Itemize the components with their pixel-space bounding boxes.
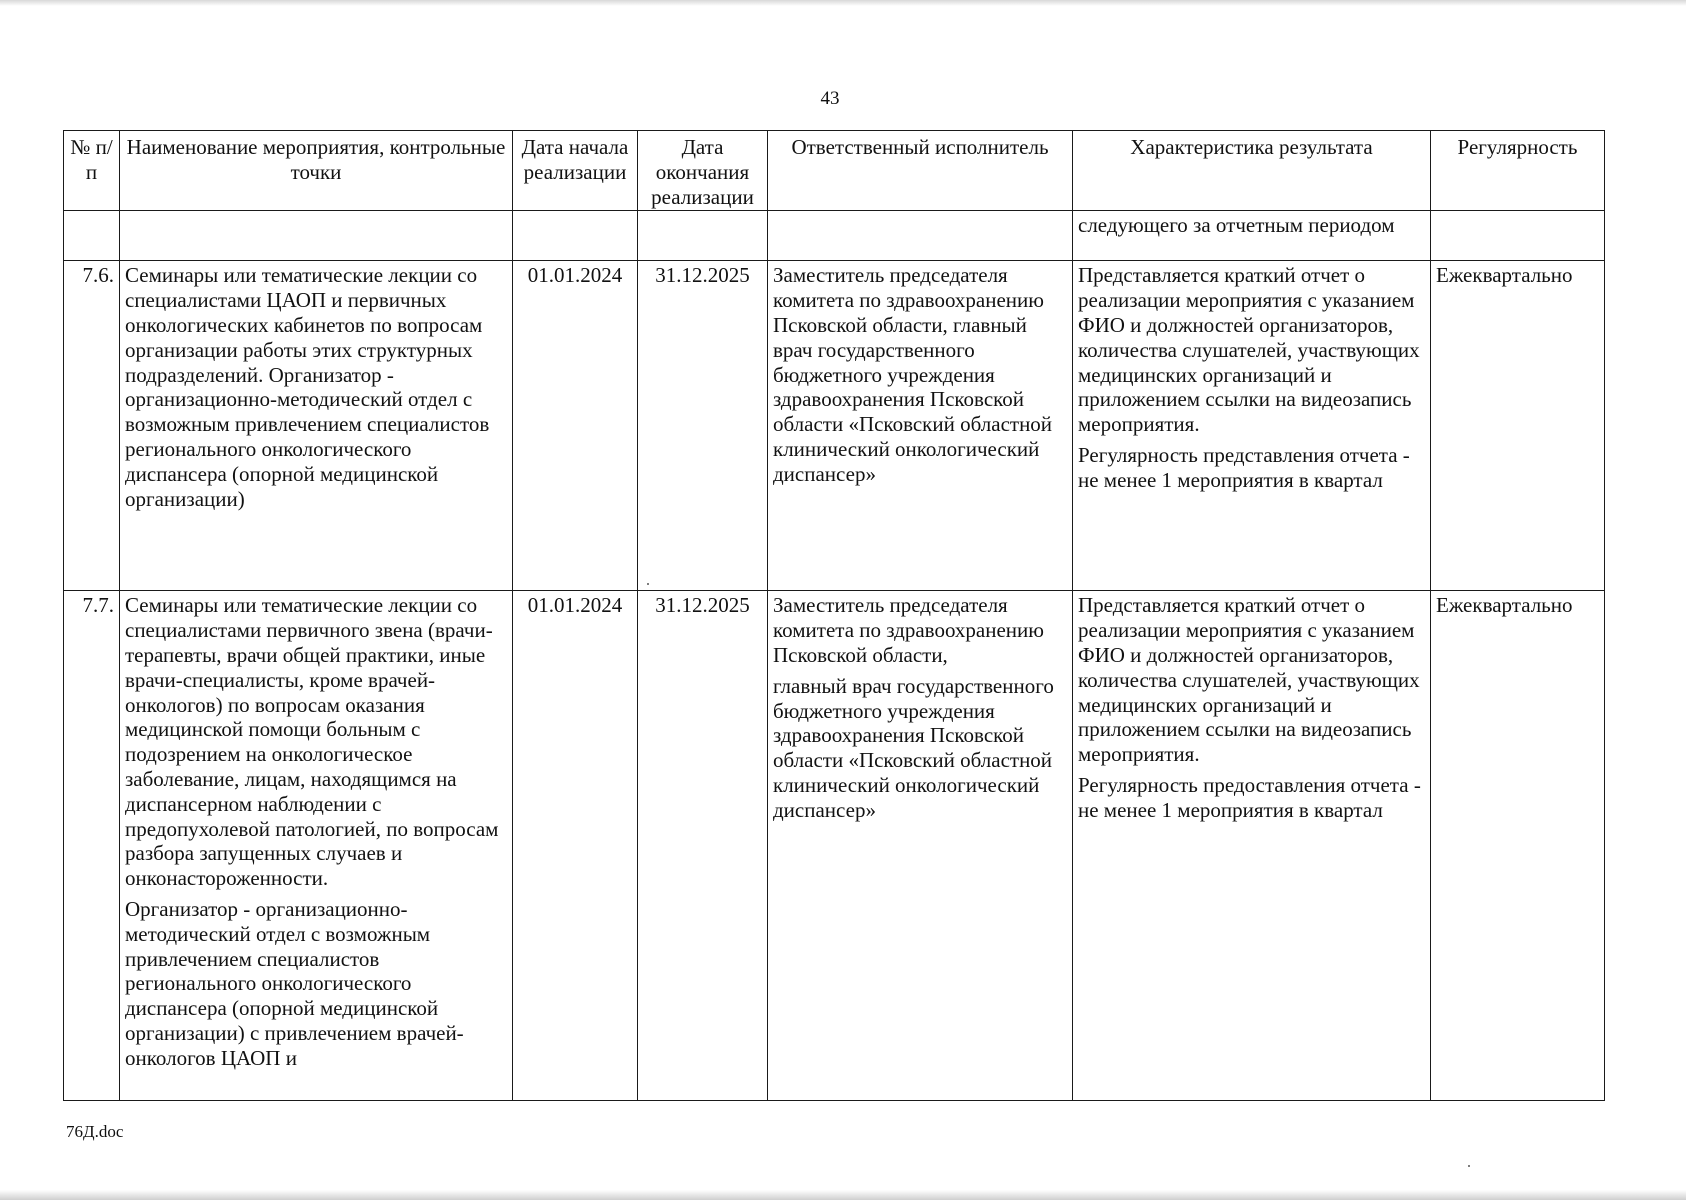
header-start-date: Дата начала реализации (513, 131, 638, 211)
cell-num: 7.7. (64, 591, 120, 1101)
cell-name-text: Семинары или тематические лекции со специалистами ЦАОП и первичных онкологических кабинетов по вопросам организации работы этих структурных подразделений. Организатор - организационно-методический отдел с возможным привлечением специалистов регионального онкологического диспансера (опорной медицинской организации) (125, 263, 490, 511)
scan-speck (1468, 1165, 1470, 1167)
cell-name (120, 261, 513, 591)
cell-regularity: Ежеквартально (1431, 591, 1605, 1101)
table-row (64, 261, 1605, 591)
footer-file-ref: 76Д.doc (66, 1122, 124, 1141)
cell-name (120, 591, 513, 1101)
page-number: 43 (820, 88, 840, 109)
cell-regularity: Ежеквартально (1431, 261, 1605, 591)
cell-executor-text: Заместитель председателя комитета по здравоохранению Псковской области, главный врач государственного бюджетного учреждения здравоохранения Псковской области «Псковский областной клинический онкологический диспансер» (773, 263, 1053, 486)
cell-empty (513, 211, 638, 261)
cell-empty (768, 211, 1073, 261)
cell-executor-text: главный врач государственного бюджетного учреждения здравоохранения Псковской области «Псковский областной клинический онкологический диспансер» (773, 673, 1054, 822)
cell-result (1073, 591, 1431, 1101)
scan-edge-bottom (0, 1190, 1686, 1200)
cell-start-date: 01.01.2024 (513, 261, 638, 591)
cell-end-date: 31.12.2025 (638, 261, 768, 591)
cell-result-text: Регулярность представления отчета - не менее 1 мероприятия в квартал (1078, 442, 1410, 492)
table-row (64, 591, 1605, 1101)
header-num: № п/п (64, 131, 120, 211)
cell-result-continuation: следующего за отчетным периодом (1073, 211, 1431, 261)
header-executor: Ответственный исполнитель (768, 131, 1073, 211)
cell-start-date: 01.01.2024 (513, 591, 638, 1101)
cell-empty (638, 211, 768, 261)
cell-end-date: 31.12.2025 (638, 591, 768, 1101)
cell-name-text: Семинары или тематические лекции со специалистами первичного звена (врачи-терапевты, врачи общей практики, иные врачи-специалисты, кроме врачей-онкологов) по вопросам оказания медицинской помощи больным с подозрением на онкологическое заболевание, лицам, находящимся на диспансерном наблюдении с предопухолевой патологией, по вопросам разбора запущенных случаев и онконастороженности. (125, 593, 499, 891)
cell-result (1073, 261, 1431, 591)
cell-empty (120, 211, 513, 261)
cell-result-text: Представляется краткий отчет о реализации мероприятия с указанием ФИО и должностей организаторов, количества слушателей, участвующих медицинских организаций и приложением ссылки на видеозапись мероприятия. (1078, 593, 1420, 767)
scan-edge-top (0, 0, 1686, 6)
cell-num: 7.6. (64, 261, 120, 591)
cell-result-text: Представляется краткий отчет о реализации мероприятия с указанием ФИО и должностей организаторов, количества слушателей, участвующих медицинских организаций и приложением ссылки на видеозапись мероприятия. (1078, 263, 1420, 437)
header-regularity: Регулярность (1431, 131, 1605, 211)
table-header-row (64, 131, 1605, 211)
cell-result-text: Регулярность предоставления отчета - не менее 1 мероприятия в квартал (1078, 772, 1421, 822)
header-name: Наименование мероприятия, контрольные точки (120, 131, 513, 211)
cell-executor-text: Заместитель председателя комитета по здравоохранению Псковской области, (773, 593, 1044, 667)
header-end-date: Дата окончания реализации (638, 131, 768, 211)
cell-empty (64, 211, 120, 261)
scan-speck (647, 583, 649, 585)
activity-plan-table (63, 130, 1605, 1101)
header-result: Характеристика результата (1073, 131, 1431, 211)
cell-executor (768, 261, 1073, 591)
cell-empty (1431, 211, 1605, 261)
table-row-continuation (64, 211, 1605, 261)
cell-name-text: Организатор - организационно-методический отдел с возможным привлечением специалистов регионального онкологического диспансера (опорной медицинской организации) с привлечением врачей-онкологов ЦАОП и (125, 896, 464, 1070)
cell-executor (768, 591, 1073, 1101)
